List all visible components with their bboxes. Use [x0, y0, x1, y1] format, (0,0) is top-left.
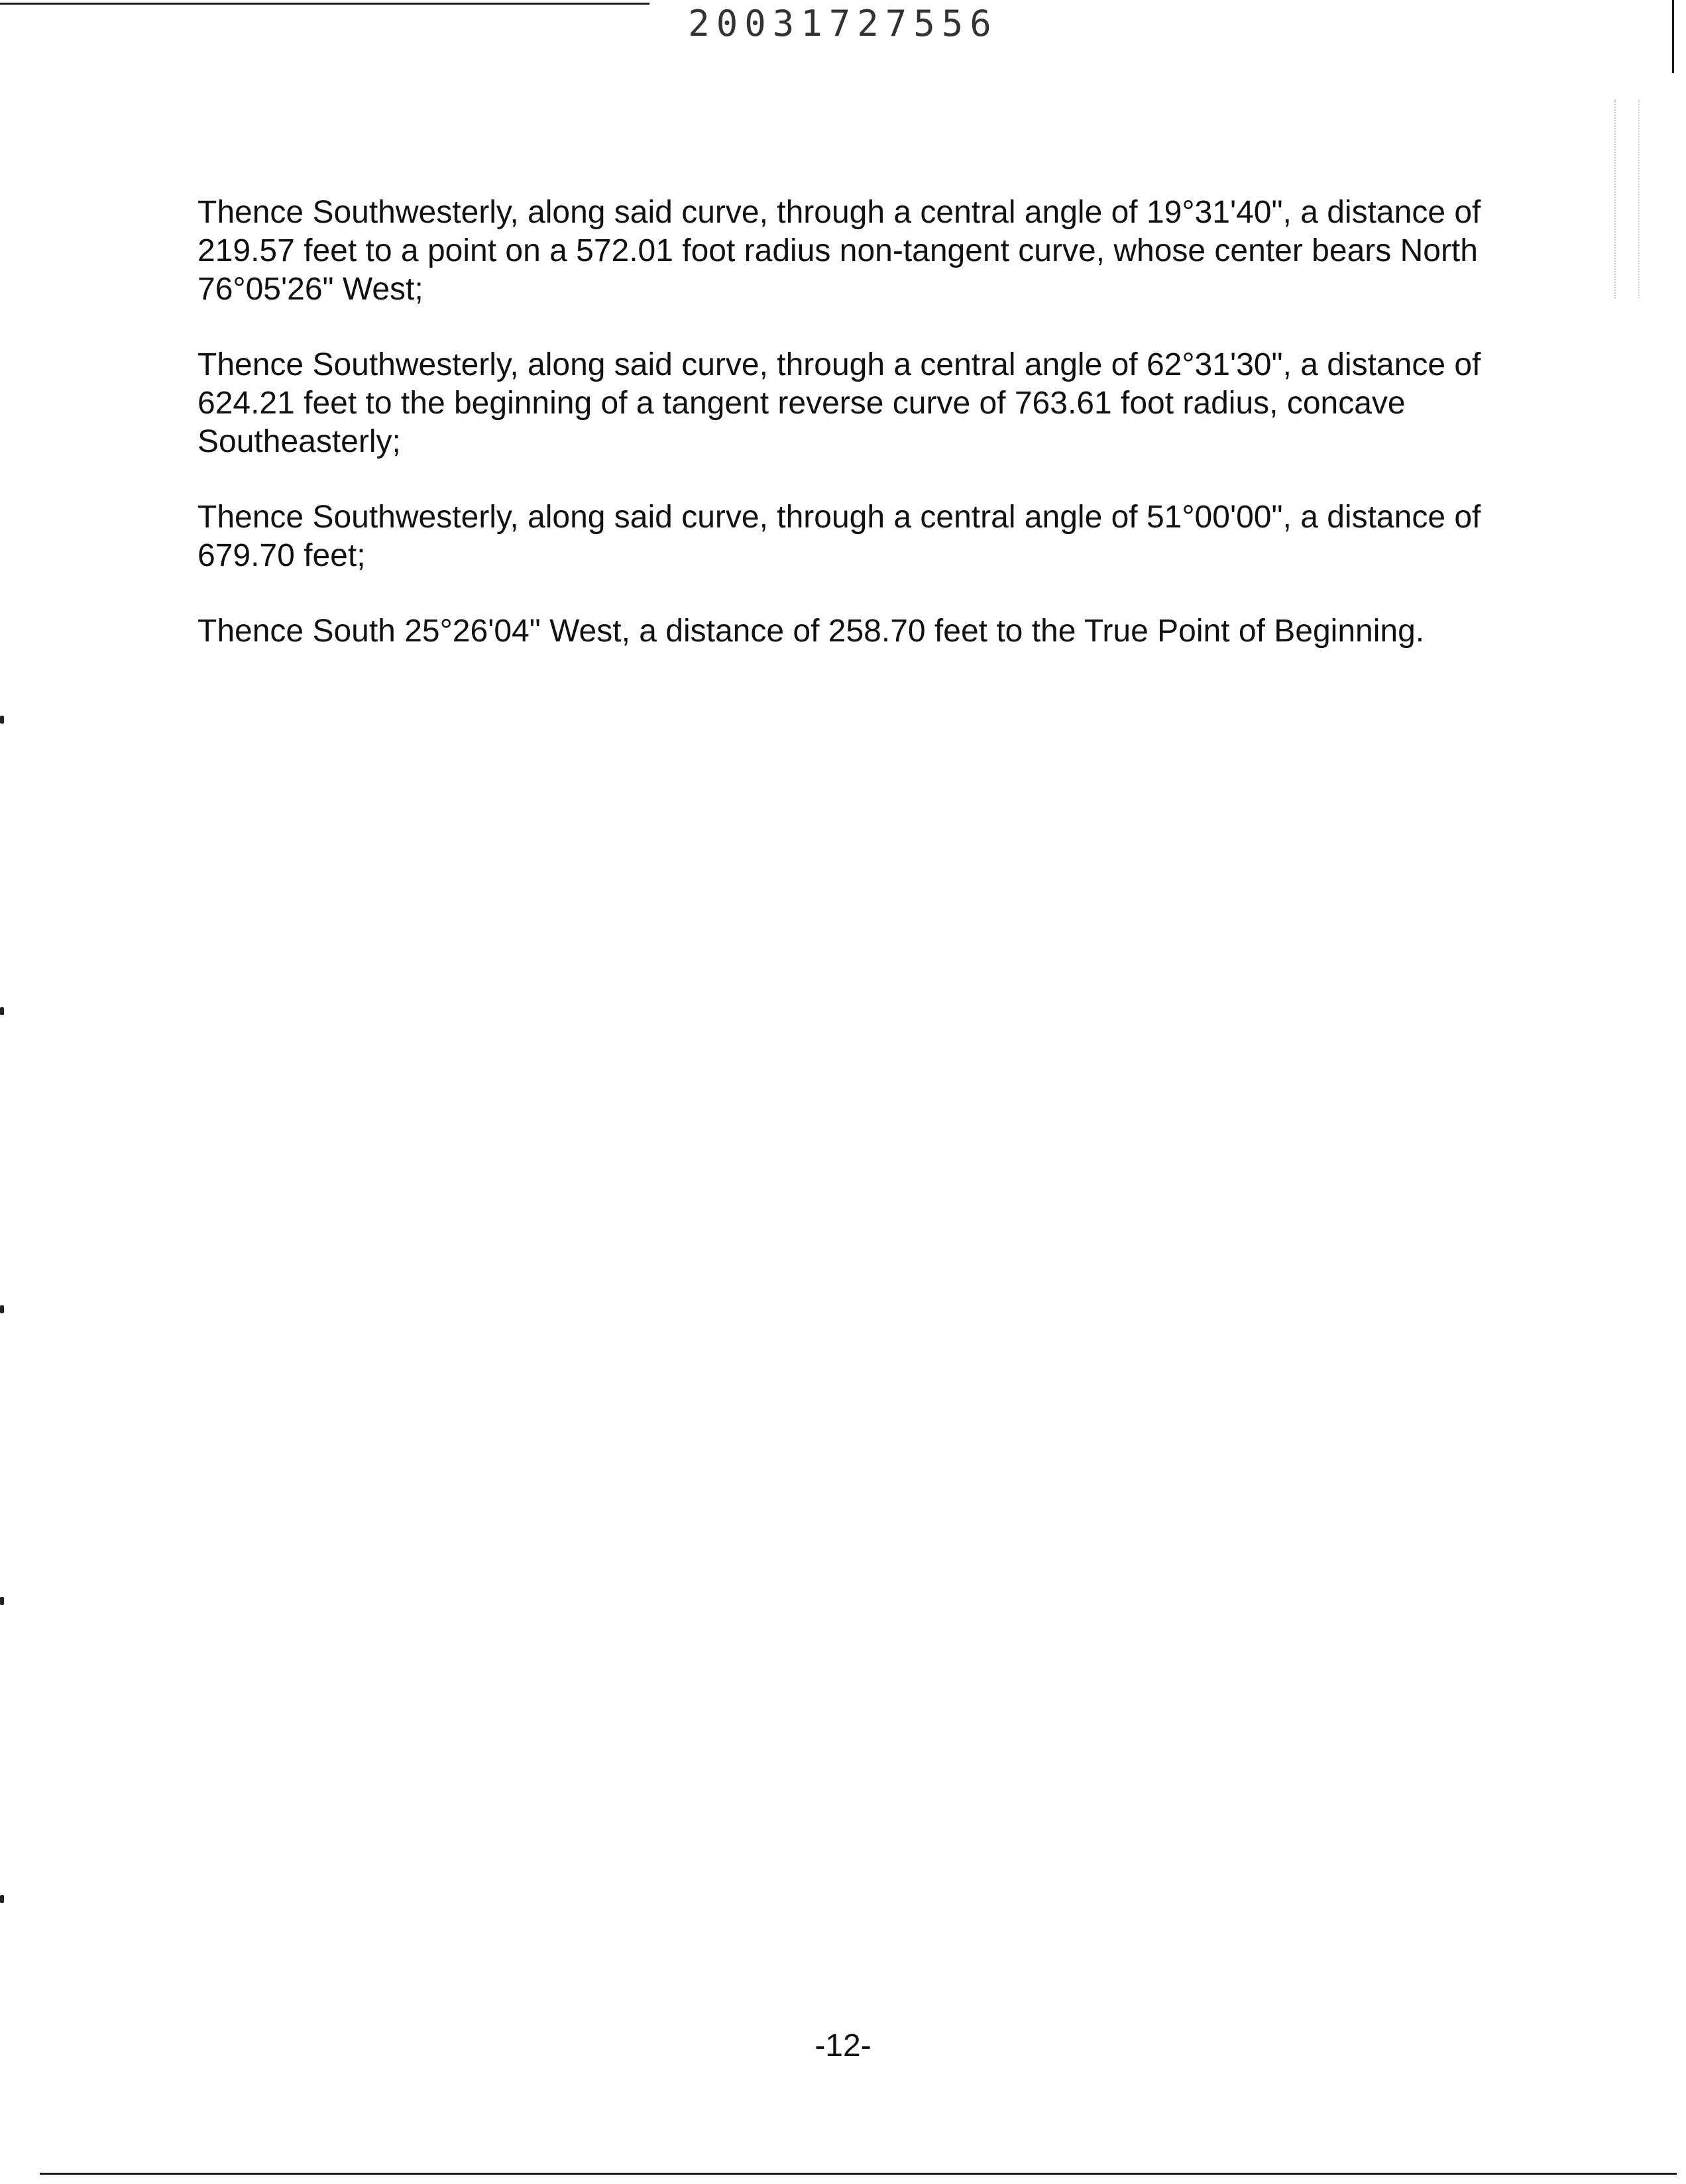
- paragraph: Thence Southwesterly, along said curve, through a central angle of 19°31'40", a distance of 219.57 feet to a point on a 572.01 foot radius non-tangent curve, whose center bears North 76°05'26" West;: [197, 195, 1481, 307]
- document-number: 20031727556: [688, 3, 998, 44]
- paragraph: Thence South 25°26'04" West, a distance of 258.70 feet to the True Point of Beginning.: [197, 614, 1425, 649]
- side-recording-stamp: [1614, 99, 1640, 298]
- paragraph: Thence Southwesterly, along said curve, through a central angle of 62°31'30", a distance of 624.21 feet to the beginning of a tangent reverse curve of 763.61 foot radius, concave Southeasterly;: [197, 347, 1481, 459]
- legal-description: [197, 193, 1496, 688]
- bottom-scan-rule: [40, 2173, 1677, 2175]
- binding-marks: [0, 716, 5, 1961]
- page-number: -12-: [815, 2028, 871, 2063]
- paragraph: Thence Southwesterly, along said curve, through a central angle of 51°00'00", a distance of 679.70 feet;: [197, 500, 1481, 573]
